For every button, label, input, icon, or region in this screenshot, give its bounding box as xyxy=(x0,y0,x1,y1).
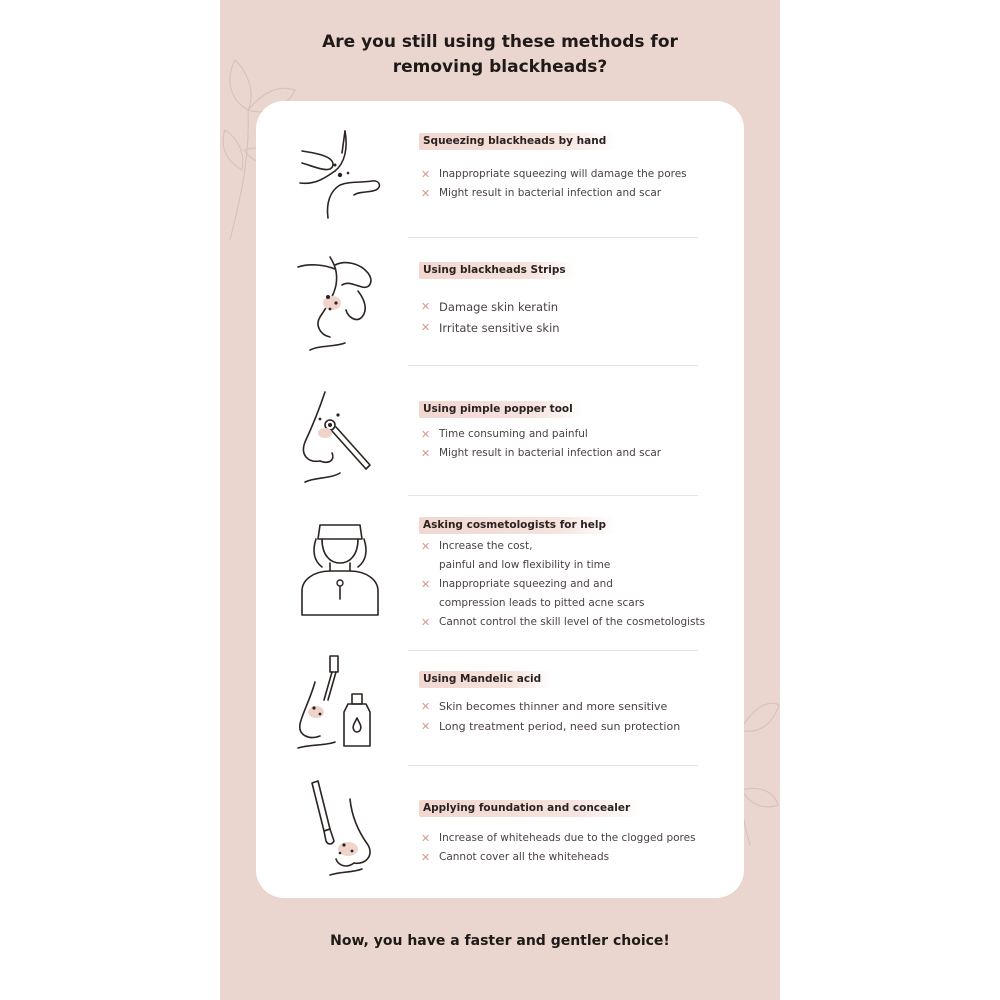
method-title: Applying foundation and concealer xyxy=(419,800,640,817)
dropper-bottle-icon xyxy=(290,652,390,752)
drawback-text: Increase the cost, xyxy=(439,540,533,552)
drawback-item xyxy=(419,428,661,447)
method-title: Asking cosmetologists for help xyxy=(419,517,616,534)
drawback-item xyxy=(419,187,687,206)
drawback-text: Long treatment period, need sun protection xyxy=(439,720,681,733)
drawback-item xyxy=(419,447,661,466)
cross-icon: ✕ xyxy=(421,720,431,733)
drawback-text: Irritate sensitive skin xyxy=(439,321,560,335)
nose-strip-icon xyxy=(290,255,390,355)
cross-icon: ✕ xyxy=(421,187,431,200)
methods-card xyxy=(256,101,744,898)
cross-icon: ✕ xyxy=(421,832,431,845)
drawback-item xyxy=(419,851,696,870)
drawback-item xyxy=(419,832,696,851)
cross-icon: ✕ xyxy=(421,428,431,441)
cross-icon: ✕ xyxy=(421,851,431,864)
drawback-text: painful and low flexibility in time xyxy=(439,559,611,571)
drawbacks-list xyxy=(419,168,687,206)
drawback-text: Time consuming and painful xyxy=(439,428,588,440)
concealer-brush-icon xyxy=(290,779,390,879)
cross-icon: ✕ xyxy=(421,321,431,334)
pimple-popper-icon xyxy=(290,387,390,487)
method-title: Using blackheads Strips xyxy=(419,262,576,279)
drawback-item xyxy=(419,300,560,321)
cross-icon: ✕ xyxy=(421,168,431,181)
drawback-text: Might result in bacterial infection and scar xyxy=(439,447,662,459)
heading-line-1: Are you still using these methods for xyxy=(322,32,678,52)
drawbacks-list xyxy=(419,832,696,870)
method-title: Using Mandelic acid xyxy=(419,671,551,688)
cross-icon: ✕ xyxy=(421,300,431,313)
drawback-item xyxy=(419,168,687,187)
cross-icon: ✕ xyxy=(421,578,431,591)
finger-squeeze-icon xyxy=(290,123,390,223)
page-heading xyxy=(220,30,780,80)
method-foundation-concealer xyxy=(256,765,744,898)
cross-icon: ✕ xyxy=(421,616,431,629)
drawback-item xyxy=(419,540,705,559)
cross-icon: ✕ xyxy=(421,540,431,553)
drawbacks-list xyxy=(419,700,680,740)
method-title: Using pimple popper tool xyxy=(419,401,583,418)
drawback-text: Inappropriate squeezing and and xyxy=(439,578,613,590)
drawback-text: Cannot cover all the whiteheads xyxy=(439,851,610,863)
drawback-text: Increase of whiteheads due to the clogged pores xyxy=(439,832,696,844)
method-title: Squeezing blackheads by hand xyxy=(419,133,616,150)
footer-tagline: Now, you have a faster and gentler choice! xyxy=(330,933,670,949)
drawback-text: compression leads to pitted acne scars xyxy=(439,597,645,609)
drawback-text: Might result in bacterial infection and scar xyxy=(439,187,662,199)
drawbacks-list xyxy=(419,300,560,342)
method-mandelic-acid xyxy=(256,650,744,765)
drawback-item xyxy=(419,616,705,635)
heading-line-2: removing blackheads? xyxy=(392,57,608,77)
drawbacks-list xyxy=(419,428,661,466)
method-squeezing-by-hand xyxy=(256,101,744,237)
drawback-text: Cannot control the skill level of the cosmetologists xyxy=(439,616,706,628)
drawback-item xyxy=(419,700,680,720)
cosmetologist-icon xyxy=(290,517,390,617)
method-pimple-popper xyxy=(256,365,744,495)
drawback-text: Skin becomes thinner and more sensitive xyxy=(439,700,668,713)
cross-icon: ✕ xyxy=(421,447,431,460)
drawback-item-continuation xyxy=(419,559,705,578)
method-blackhead-strips xyxy=(256,237,744,365)
drawback-item-continuation xyxy=(419,597,705,616)
drawback-item xyxy=(419,321,560,342)
drawback-text: Damage skin keratin xyxy=(439,300,559,314)
cross-icon: ✕ xyxy=(421,700,431,713)
drawback-item xyxy=(419,578,705,597)
drawback-text: Inappropriate squeezing will damage the pores xyxy=(439,168,687,180)
method-cosmetologists xyxy=(256,495,744,650)
drawback-item xyxy=(419,720,680,740)
drawbacks-list xyxy=(419,540,705,635)
